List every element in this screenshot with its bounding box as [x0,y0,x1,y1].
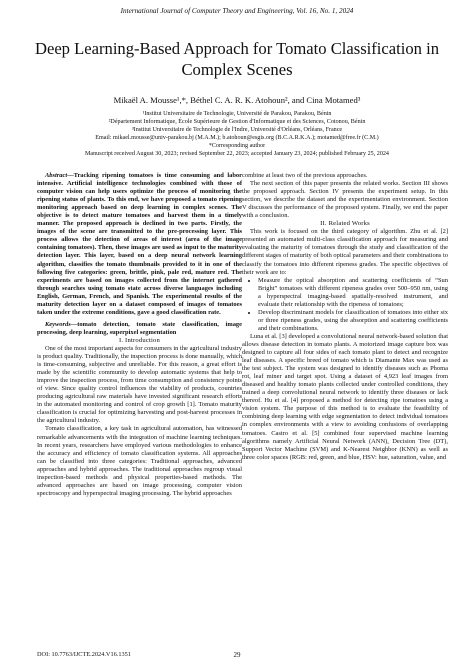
objective-item: • Measure the optical absorption and scattering coefficients of “Sun Bright” tomatoes with different ripeness grades over 500–950 nm, using a hyperspectral imaging-based spatially-resolved instrument, and evaluate their relationship with the ripeness of tomatoes; [258,277,448,309]
abstract [37,172,242,317]
section-heading-related-works: II. Related Works [320,220,370,228]
abstract-label: Abstract [45,172,68,179]
paper-title: Deep Learning-Based Approach for Tomato Classification in Complex Scenes [34,39,440,79]
intro-continuation: combine at least two of the previous approaches. [242,172,368,179]
intro-paragraph-2: Tomato classification, a key task in agricultural automation, has witnessed remarkable advancements with the integration of machine learning techniques. In recent years, researchers have employed various methodologies to enhance the accuracy and efficiency of tomato classification systems. All approaches can be classified into three categories: Traditional approaches, advanced approaches and hybrid approaches. The traditional approaches regroup visual inspection-based methods and physical properties-based methods. The advanced approaches are based on image processing, computer vision spectroscopy and hyperspectral imaging processing. The hybrid approaches [37,425,242,497]
right-column [242,172,448,462]
abstract-text: —Tracking ripening tomatoes is time consuming and labor intensive. Artificial intelligence technologies combined with those of computer vision can help users optimize the process of monitoring the ripening status of plants. To this end, we have proposed a tomato ripening monitoring approach based on deep learning in complex scenes. The objective is to detect mature tomatoes and harvest them in a timely manner. The proposed approach is declined in two parts. Firstly, the images of the scene are transmitted to the pre-processing layer. This process allows the detection of areas of interest (area of the image containing tomatoes). Then, these images are used as input to the maturity detection layer. This layer, based on a deep neural network learning algorithm, classifies the tomato thumbnails provided to it in one of the following five categories: green, brittle, pink, pale red, mature red. The experiments are based on images collected from the internet gathered through searches using tomato state across diverse languages including English, German, French, and Spanish. The experimental results of the maturity detection layer on a dataset composed of images of tomatoes taken under the extreme conditions, gave a good classification rate. [37,172,242,316]
affiliation-3: ³Institut Universitaire de Technologie de l'Indre, Université d'Orléans, Orléans, France [131,126,343,133]
doi-footer: DOI: 10.7763/IJCTE.2024.V16.1351 [37,651,131,658]
page-number: 29 [233,651,241,659]
journal-header: International Journal of Computer Theory and Engineering, Vol. 16, No. 1, 2024 [120,7,354,15]
affiliation-1: ¹Institut Universitaire de Technologie, Université de Parakou, Parakou, Bénin [142,111,332,117]
paper-outline-paragraph: The next section of this paper presents the related works. Section III shows the proposed approach. Section IV presents the experiment setup. In this section, we describe the dataset and the experimentation environment. Section V discusses the performance of the proposed system. Finally, we end the paper with a conclusion. [242,180,448,220]
related-works-paragraph-1: This work is focused on the third category of algorithm. Zhu et al. [2] presented an automated multi-class classification approach for measuring and evaluating the maturity of tomatoes through the study and classification of the different stages of maturity of both optical parameters and their combinations to classify the tomatoes into different ripeness grades. The specific objectives of their work are to: [242,228,448,276]
corresponding-author-note: *Corresponding author [208,142,266,149]
objective-item: • Develop discriminant models for classification of tomatoes into either six or three ripeness grades, using the absorption and scattering coefficients and their combinations. [258,309,448,333]
left-column [37,172,242,498]
keywords-label: Keywords [45,320,71,328]
keywords [37,321,242,337]
objectives-list [242,277,448,333]
related-works-paragraph-2: Luna et al. [3] developed a convolutional neural network-based solution that allows disease detection in tomato plants. A motorized image capture box was designed to capture all four sides of each tomato plant to detect and recognize leaf diseases. A specific breed of tomato which is Diamante Max was used as the test subject. The system was designed to identify diseases such as Phoma rot, leaf miner and target spot. Using a dataset of 4,923 leaf images from diseased and healthy tomato plants collected under controlled conditions, they trained a deep convolutional neural network to identify three diseases or lack thereof. Hu et al. [4] proposed a method for detecting ripe tomatoes using a vision system. The purpose of this method is to evaluate the feasibility of combining deep learning with edge segmentation to detect individual tomatoes in complex environments with a view to avoiding confusions of overlapping tomatoes. Castro et al. [5] combined four supervised machine learning algorithms namely Artificial Neural Network (ANN), Decision Tree (DT), Support Vector Machine (SVM) and K-Nearest Neighbor (KNN) as well as three color spaces (RGB: red, green, and blue, HSV: hue, saturation, value, and [242,332,448,461]
keywords-text: —tomato detection, tomato state classification, image processing, deep learning, superpixel segmentation [37,320,242,336]
email-line: Email: mikael.mousse@univ-parakou.bj (M.A.M.); b.atohoun@esgis.org (B.C.A.R.K.A.); motamed@free.fr (C.M.) [95,134,379,141]
manuscript-dates: Manuscript received August 30, 2023; revised September 22, 2023; accepted January 23, 2024; published February 25, 2024 [85,150,389,157]
affiliations [20,111,454,158]
intro-paragraph-1: One of the most important aspects for consumers in the agricultural industry is product quality. Traditionally, the inspection process is done manually, which is time-consuming, subjective and unreliable. For this reason, a great effort is made by the scientific community to develop automatic systems that help to improve the inspection process, from time consumption and consistency points of view. Since quality control influences the viability of products, countries producing agricultural raw materials have invested significant research efforts in the automated monitoring and control of crop growth [1]. Tomato maturity classification is crucial for optimizing harvesting and post-harvest processes in the agricultural industry. [37,344,242,425]
author-list: Mikaël A. Mousse¹,*, Béthel C. A. R. K. Atohoun², and Cina Motamed³ [113,95,361,105]
section-heading-introduction: I. Introduction [118,336,161,344]
affiliation-2: ²Département Informatique, École Supérieure de Gestion d'Informatique et des Sciences, Cotonou, Bénin [108,118,366,125]
